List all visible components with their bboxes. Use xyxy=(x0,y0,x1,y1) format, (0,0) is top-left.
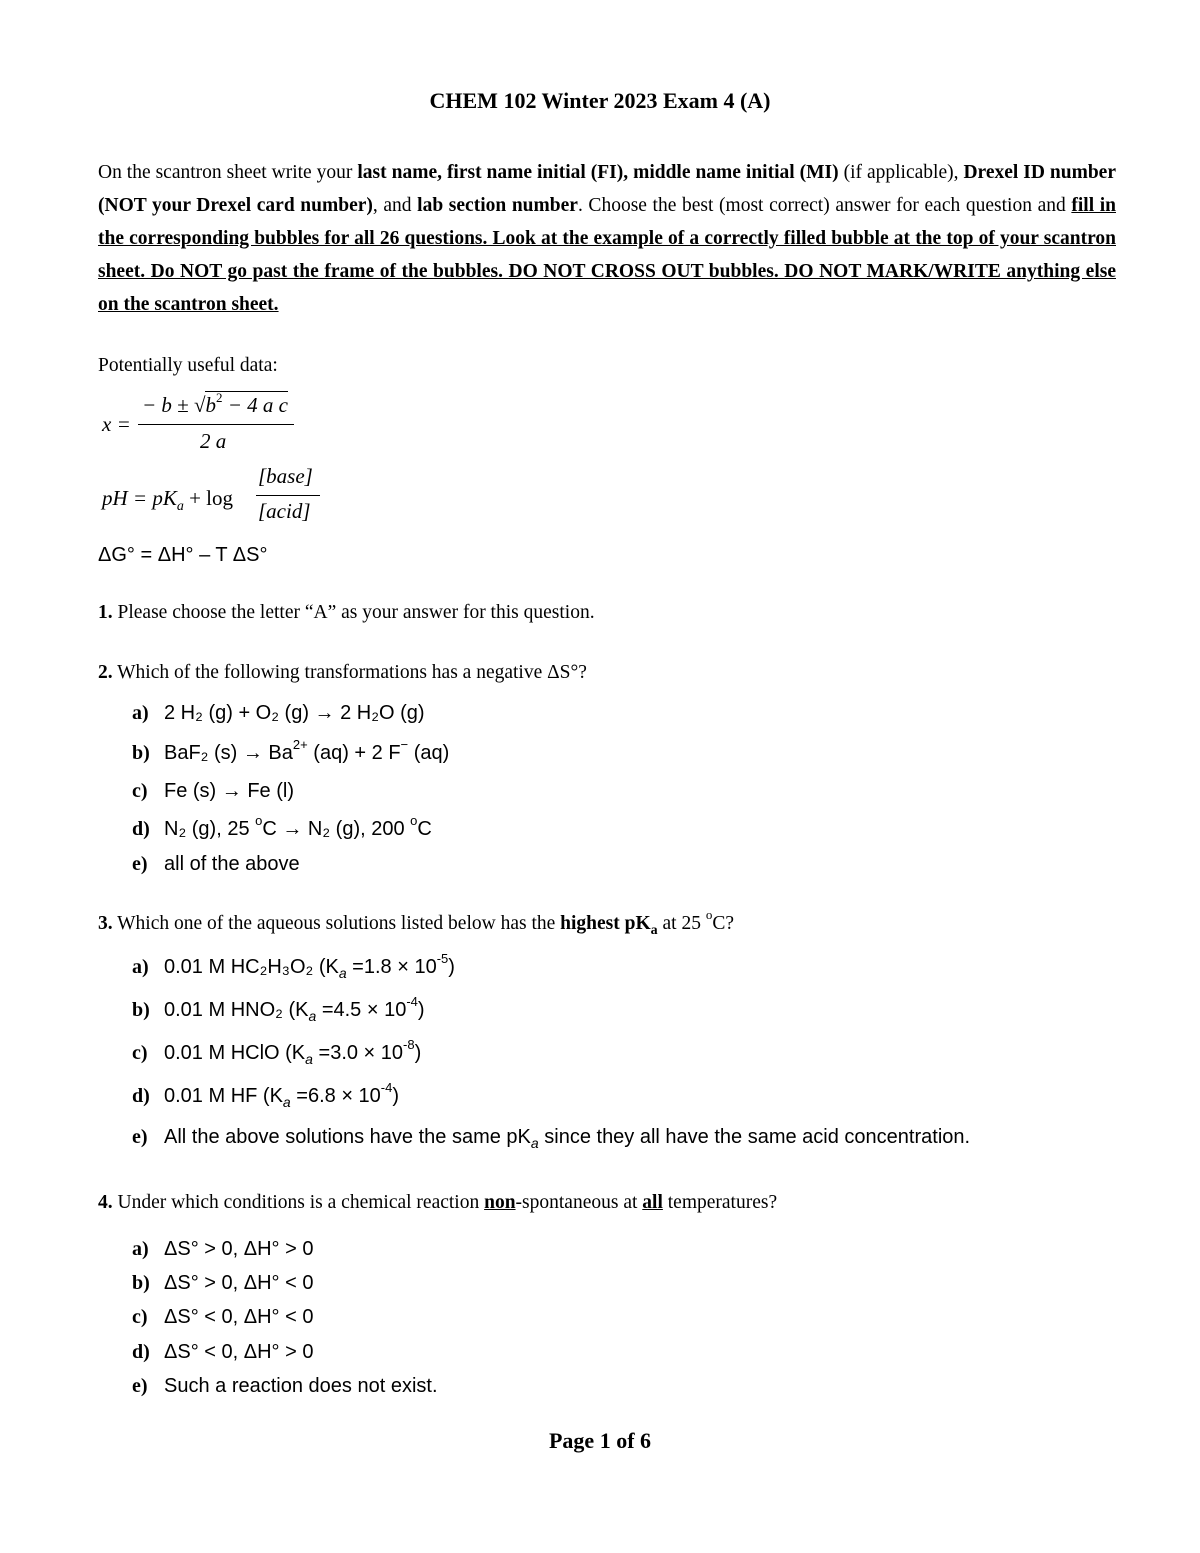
q2-option-b: b) BaF₂ $(s) \to Ba^{2+}$ (aq) + 2 F− (aq) xyxy=(132,737,450,764)
q4-option-a: a) ΔS° > 0, ΔH° > 0 xyxy=(132,1238,314,1260)
q2-option-d: d) N₂ (g), 25 $^o$C → N₂ (g), 200 $^o$C xyxy=(132,813,432,840)
exam-title: CHEM 102 Winter 2023 Exam 4 (A) xyxy=(429,88,771,113)
instructions-bold-names: last name, first name initial (FI), middle name initial (MI) xyxy=(357,162,839,183)
q3-option-e: e) All the above solutions have the same $pK_a$ since they all have the same acid concentration. xyxy=(132,1126,971,1151)
q2-option-a: a) 2 H₂ (g) + O₂ (g) → 2 H₂O (g) xyxy=(132,702,425,724)
hh-equation-lhs: pH = $pK_a + \log$ xyxy=(102,486,234,514)
hh-fraction-bar xyxy=(256,495,320,496)
quadratic-denominator: 2 a xyxy=(200,429,227,453)
question-1: 1. Please choose the letter “A” as your answer for this question. xyxy=(98,602,595,623)
useful-data-label: Potentially useful data: xyxy=(98,355,278,376)
quadratic-x: x = xyxy=(102,412,131,436)
instructions-text-4: . Choose the best (most correct) answer for each question and xyxy=(577,195,1072,216)
q4-option-e: e) Such a reaction does not exist. xyxy=(132,1375,438,1397)
question-2: 2. Which of the following transformations has a negative ΔS°? xyxy=(98,662,587,683)
instructions-text-1: On the scantron sheet write your xyxy=(98,162,358,183)
gibbs-equation: ΔG° = ΔH° – T ΔS° xyxy=(98,544,268,566)
q4-option-c: c) ΔS° < 0, ΔH° < 0 xyxy=(132,1306,314,1328)
q3-option-a: a) 0.01 M HC₂H₃O₂ $(K_a =1.8 \times 10^{-5})$ xyxy=(132,951,455,981)
quadratic-numerator: − $b \pm √b^2 - 4$ a c xyxy=(142,390,288,417)
question-3: 3. Which one of the aqueous solutions listed below has the highest $pK_a$ at 25 $^o$C? xyxy=(98,907,735,938)
page-number: Page 1 of 6 xyxy=(548,1428,652,1453)
instructions-text-2: (if applicable), xyxy=(838,162,964,183)
q3-option-d: d) 0.01 M HF $(K_a =6.8 \times 10^{-4})$ xyxy=(132,1080,400,1110)
instructions-text-3: , and xyxy=(372,195,418,216)
q4-option-b: b) ΔS° > 0, ΔH° < 0 xyxy=(132,1272,314,1294)
instructions-bold-lab-section: lab section number xyxy=(417,195,578,216)
q2-option-e: e) all of the above xyxy=(132,853,300,875)
instructions-underlined-rules: fill in the corresponding bubbles for all 26 questions. Look at the example of a correctly filled bubble at the top of your scantron sheet. Do NOT go past the frame of the bubbles. DO NOT CROSS OUT bubbles. DO NOT MARK/WRITE anything else on the scantron sheet. xyxy=(98,195,1116,315)
hh-numerator: [base] xyxy=(258,464,313,488)
quadratic-fraction-bar xyxy=(138,424,294,425)
q3-option-c: c) 0.01 M HClO $(K_a =3.0 \times 10^{-8})$ xyxy=(132,1037,422,1067)
q4-option-d: d) ΔS° < 0, ΔH° > 0 xyxy=(132,1341,314,1363)
hh-denominator: [acid] xyxy=(258,499,311,523)
q3-option-b: b) 0.01 M HNO₂ $(K_a =4.5 \times 10^{-4})$ xyxy=(132,994,425,1024)
q2-option-c: c) Fe (s) → Fe (l) xyxy=(132,780,294,802)
instructions-bold-drexel-id: Drexel ID number (NOT your Drexel card number) xyxy=(98,162,1116,216)
instructions-paragraph xyxy=(98,156,1116,321)
question-4: 4. Under which conditions is a chemical reaction non-spontaneous at all temperatures? xyxy=(98,1192,778,1213)
